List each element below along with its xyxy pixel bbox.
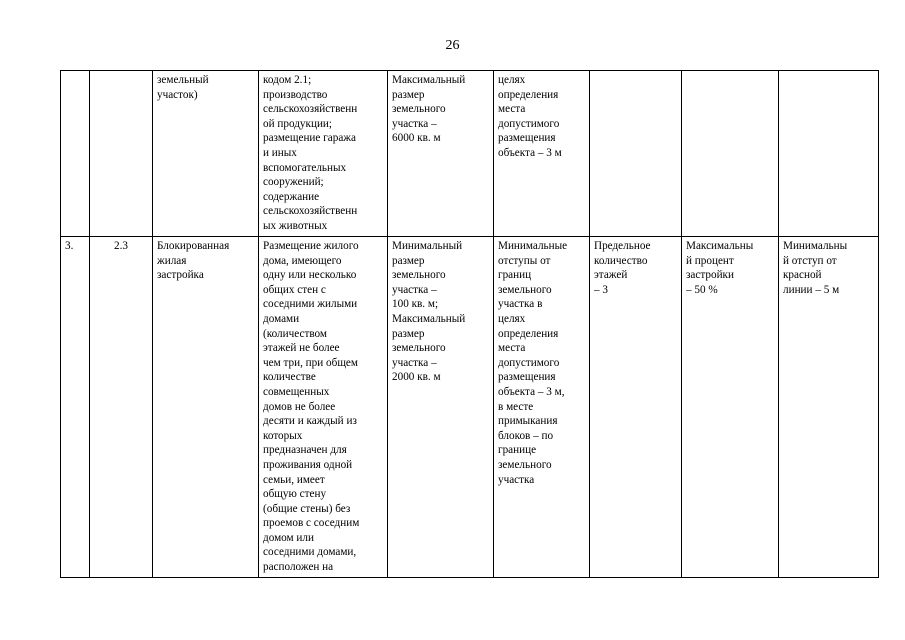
cell-red-line: Минимальны й отступ от красной линии – 5 м <box>779 237 879 578</box>
cell-coverage <box>682 71 779 237</box>
cell-floors: Предельное количество этажей – 3 <box>590 237 682 578</box>
page-number: 26 <box>445 38 460 53</box>
cell-setbacks: Минимальные отступы от границ земельного участка в целях определения места допустимого размещения объекта – 3 м, в месте примыкания блоков – по границе земельного участка <box>494 237 590 578</box>
cell-red-line <box>779 71 879 237</box>
cell-number <box>61 71 90 237</box>
table-row <box>61 237 879 578</box>
cell-number: 3. <box>61 237 90 578</box>
cell-code <box>90 71 153 237</box>
cell-floors <box>590 71 682 237</box>
cell-plot-size: Минимальный размер земельного участка – 100 кв. м; Максимальный размер земельного участка – 2000 кв. м <box>388 237 494 578</box>
cell-description: кодом 2.1; производство сельскохозяйственн ой продукции; размещение гаража и иных вспомогательных сооружений; содержание сельскохозяйственн ых животных <box>259 71 388 237</box>
cell-description: Размещение жилого дома, имеющего одну или несколько общих стен с соседними жилыми домами (количеством этажей не более чем три, при общем количестве совмещенных домов не более десяти и каждый из которых предназначен для проживания одной семьи, имеет общую стену (общие стены) без проемов с соседним домом или соседними домами, расположен на <box>259 237 388 578</box>
cell-name: Блокированная жилая застройка <box>153 237 259 578</box>
cell-code: 2.3 <box>90 237 153 578</box>
table-row <box>61 71 879 237</box>
cell-coverage: Максимальны й процент застройки – 50 % <box>682 237 779 578</box>
cell-setbacks: целях определения места допустимого размещения объекта – 3 м <box>494 71 590 237</box>
cell-name: земельный участок) <box>153 71 259 237</box>
zoning-table <box>60 70 879 578</box>
cell-plot-size: Максимальный размер земельного участка – 6000 кв. м <box>388 71 494 237</box>
